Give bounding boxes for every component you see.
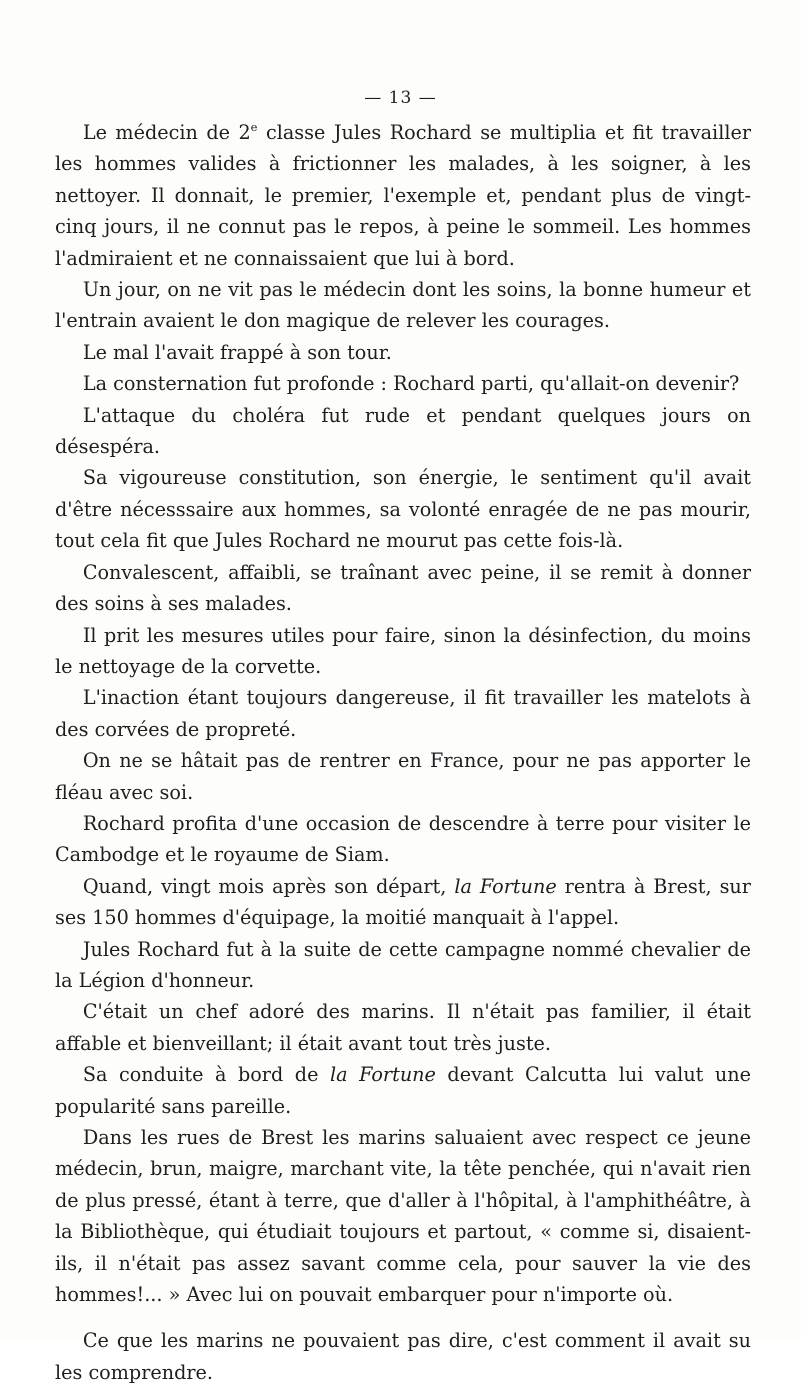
- paragraph-text: rentra à Brest, sur ses 150 hommes d'équipage, la moitié manquait à l'appel.: [55, 874, 751, 930]
- superscript: e: [250, 119, 258, 134]
- paragraph: La consternation fut profonde : Rochard parti, qu'allait-on devenir?: [82, 372, 740, 396]
- paragraph: On ne se hâtait pas de rentrer en France, pour ne pas apporter le fléau avec soi.: [55, 749, 751, 804]
- paragraph: L'attaque du choléra fut rude et pendant quelques jours on désespéra.: [55, 403, 751, 459]
- paragraph: C'était un chef adoré des marins. Il n'était pas familier, il était affable et bienveillant; il était avant tout très juste.: [55, 1000, 751, 1055]
- paragraph-text: Quand, vingt mois après son départ,: [82, 874, 455, 898]
- paragraph-text: Sa conduite à bord de: [82, 1063, 330, 1087]
- paragraph: Jules Rochard fut à la suite de cette campagne nommé chevalier de la Légion d'honneur.: [55, 937, 751, 992]
- paragraph: Un jour, on ne vit pas le médecin dont les soins, la bonne humeur et l'entrain avaient le don magique de relever les courages.: [55, 278, 751, 333]
- paragraph: Il prit les mesures utiles pour faire, sinon la désinfection, du moins le nettoyage de la corvette.: [55, 623, 751, 678]
- ship-name: la Fortune: [330, 1063, 436, 1087]
- paragraph: Rochard profita d'une occasion de descendre à terre pour visiter le Cambodge et le royaume de Siam.: [55, 811, 751, 867]
- paragraph: Convalescent, affaibli, se traînant avec peine, il se remit à donner des soins à ses malades.: [55, 560, 751, 616]
- ship-name: la Fortune: [454, 874, 557, 898]
- paragraph: [55, 117, 751, 274]
- body-text: [55, 117, 751, 1388]
- paragraph: Dans les rues de Brest les marins saluaient avec respect ce jeune médecin, brun, maigre, marchant vite, la tête penchée, qui n'avait rien de plus pressé, étant à terre, que d'aller à l'hôpital, à l'amphithéâtre, à la Bibliothèque, qui étudiait toujours et partout, « comme si, disaient-ils, il n'était pas assez savant comme cela, pour sauver la vie des hommes!... » Avec lui on pouvait embarquer pour n'importe où.: [55, 1126, 751, 1307]
- paragraph: Sa vigoureuse constitution, son énergie, le sentiment qu'il avait d'être nécesssaire aux hommes, sa volonté enragée de ne pas mourir, tout cela fit que Jules Rochard ne mourut pas cette fois-là.: [55, 466, 751, 553]
- page-number: — 13 —: [364, 88, 437, 108]
- paragraph: [55, 871, 751, 934]
- paragraph-text: Le médecin de 2: [82, 121, 251, 144]
- paragraph: Ce que les marins ne pouvaient pas dire, c'est comment il avait su les comprendre.: [55, 1329, 751, 1384]
- paragraph: Le mal l'avait frappé à son tour.: [82, 340, 392, 364]
- paragraph-text: devant Calcutta lui valut une popularité sans pareille.: [55, 1063, 751, 1118]
- paragraph: L'inaction étant toujours dangereuse, il fit travailler les matelots à des corvées de propreté.: [55, 686, 751, 741]
- paragraph-text: classe Jules Rochard se multiplia et fit travailler les hommes valides à frictionner les malades, à les soigner, à les nettoyer. Il donnait, le premier, l'exemple et, pendant plus de vingt-cinq jours, il ne connut pas le repos, à peine le sommeil. Les hommes l'admiraient et ne connaissaient que lui à bord.: [55, 121, 751, 270]
- paragraph: [55, 1059, 751, 1122]
